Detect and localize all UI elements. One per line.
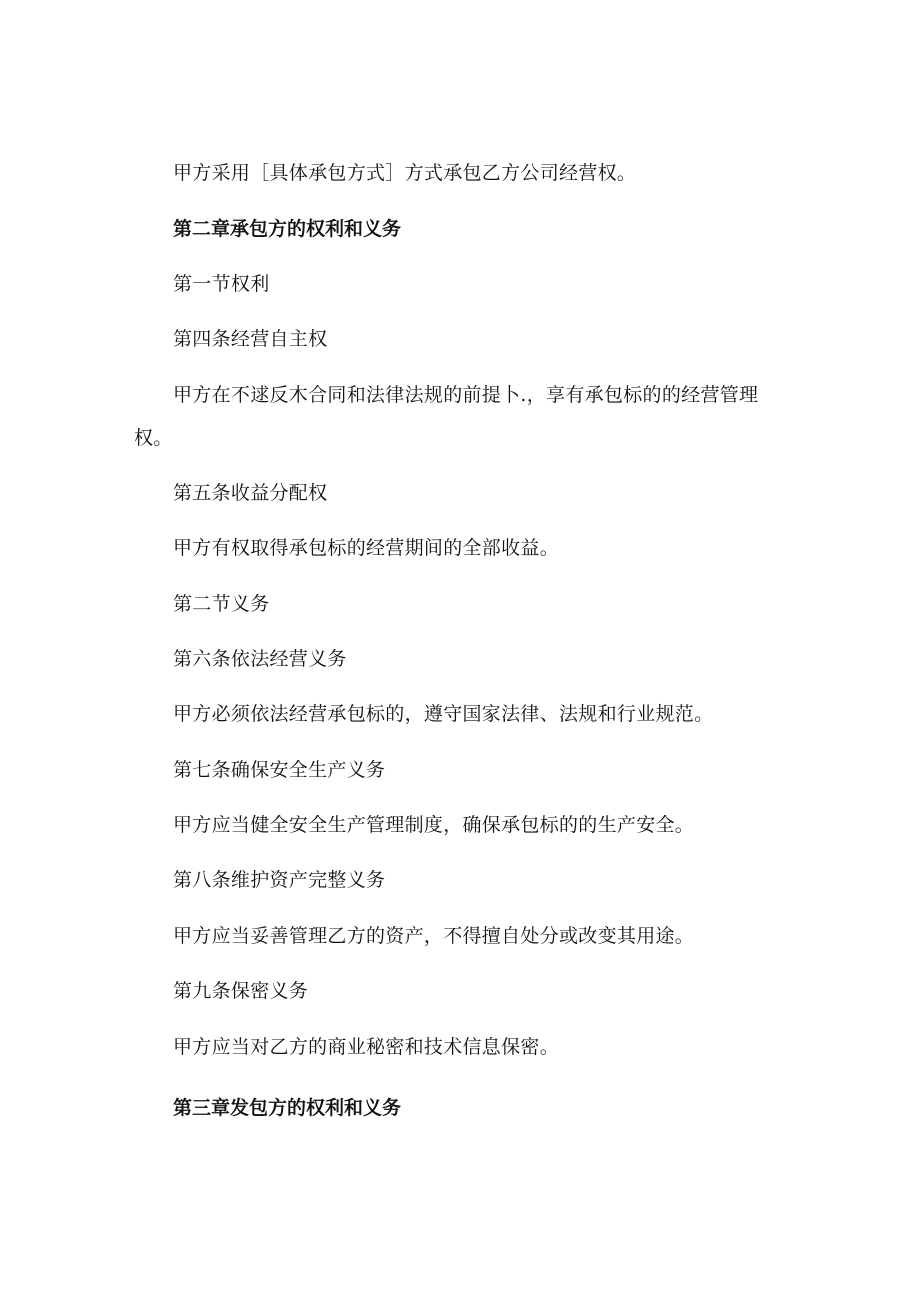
paragraph-article-7: 甲方应当健全安全生产管理制度，确保承包标的的生产安全。 (173, 814, 695, 836)
paragraph-article-9: 甲方应当对乙方的商业秘密和技术信息保密。 (173, 1036, 560, 1058)
paragraph-article-5: 甲方有权取得承包标的经营期间的全部收益。 (173, 537, 560, 559)
paragraph-article-4-line-1: 甲方在不逑反木合同和法律法规的前提卜.，享有承包标的的经营管理 (173, 384, 759, 406)
paragraph-article-6: 甲方必须依法经营承包标的，遵守国家法律、法规和行业规范。 (173, 703, 714, 725)
article-heading-9: 第九条保密义务 (173, 980, 309, 1002)
paragraph-article-8: 甲方应当妥善管理乙方的资产，不得擅自处分或改变其用途。 (173, 925, 695, 947)
section-heading-rights: 第一节权利 (173, 273, 270, 295)
section-heading-obligations: 第二节义务 (173, 593, 270, 615)
article-heading-8: 第八条维护资产完整义务 (173, 869, 386, 891)
chapter-heading-2: 第二章承包方的权利和义务 (173, 218, 402, 240)
chapter-heading-3: 第三章发包方的权利和义务 (173, 1097, 402, 1119)
article-heading-5: 第五条收益分配权 (173, 482, 328, 504)
article-heading-7: 第七条确保安全生产义务 (173, 759, 386, 781)
article-heading-6: 第六条依法经营义务 (173, 648, 347, 670)
paragraph-contract-method: 甲方采用［具体承包方式］方式承包乙方公司经营权。 (173, 162, 637, 184)
paragraph-article-4-line-2: 权。 (134, 427, 173, 449)
article-heading-4: 第四条经营自主权 (173, 328, 328, 350)
